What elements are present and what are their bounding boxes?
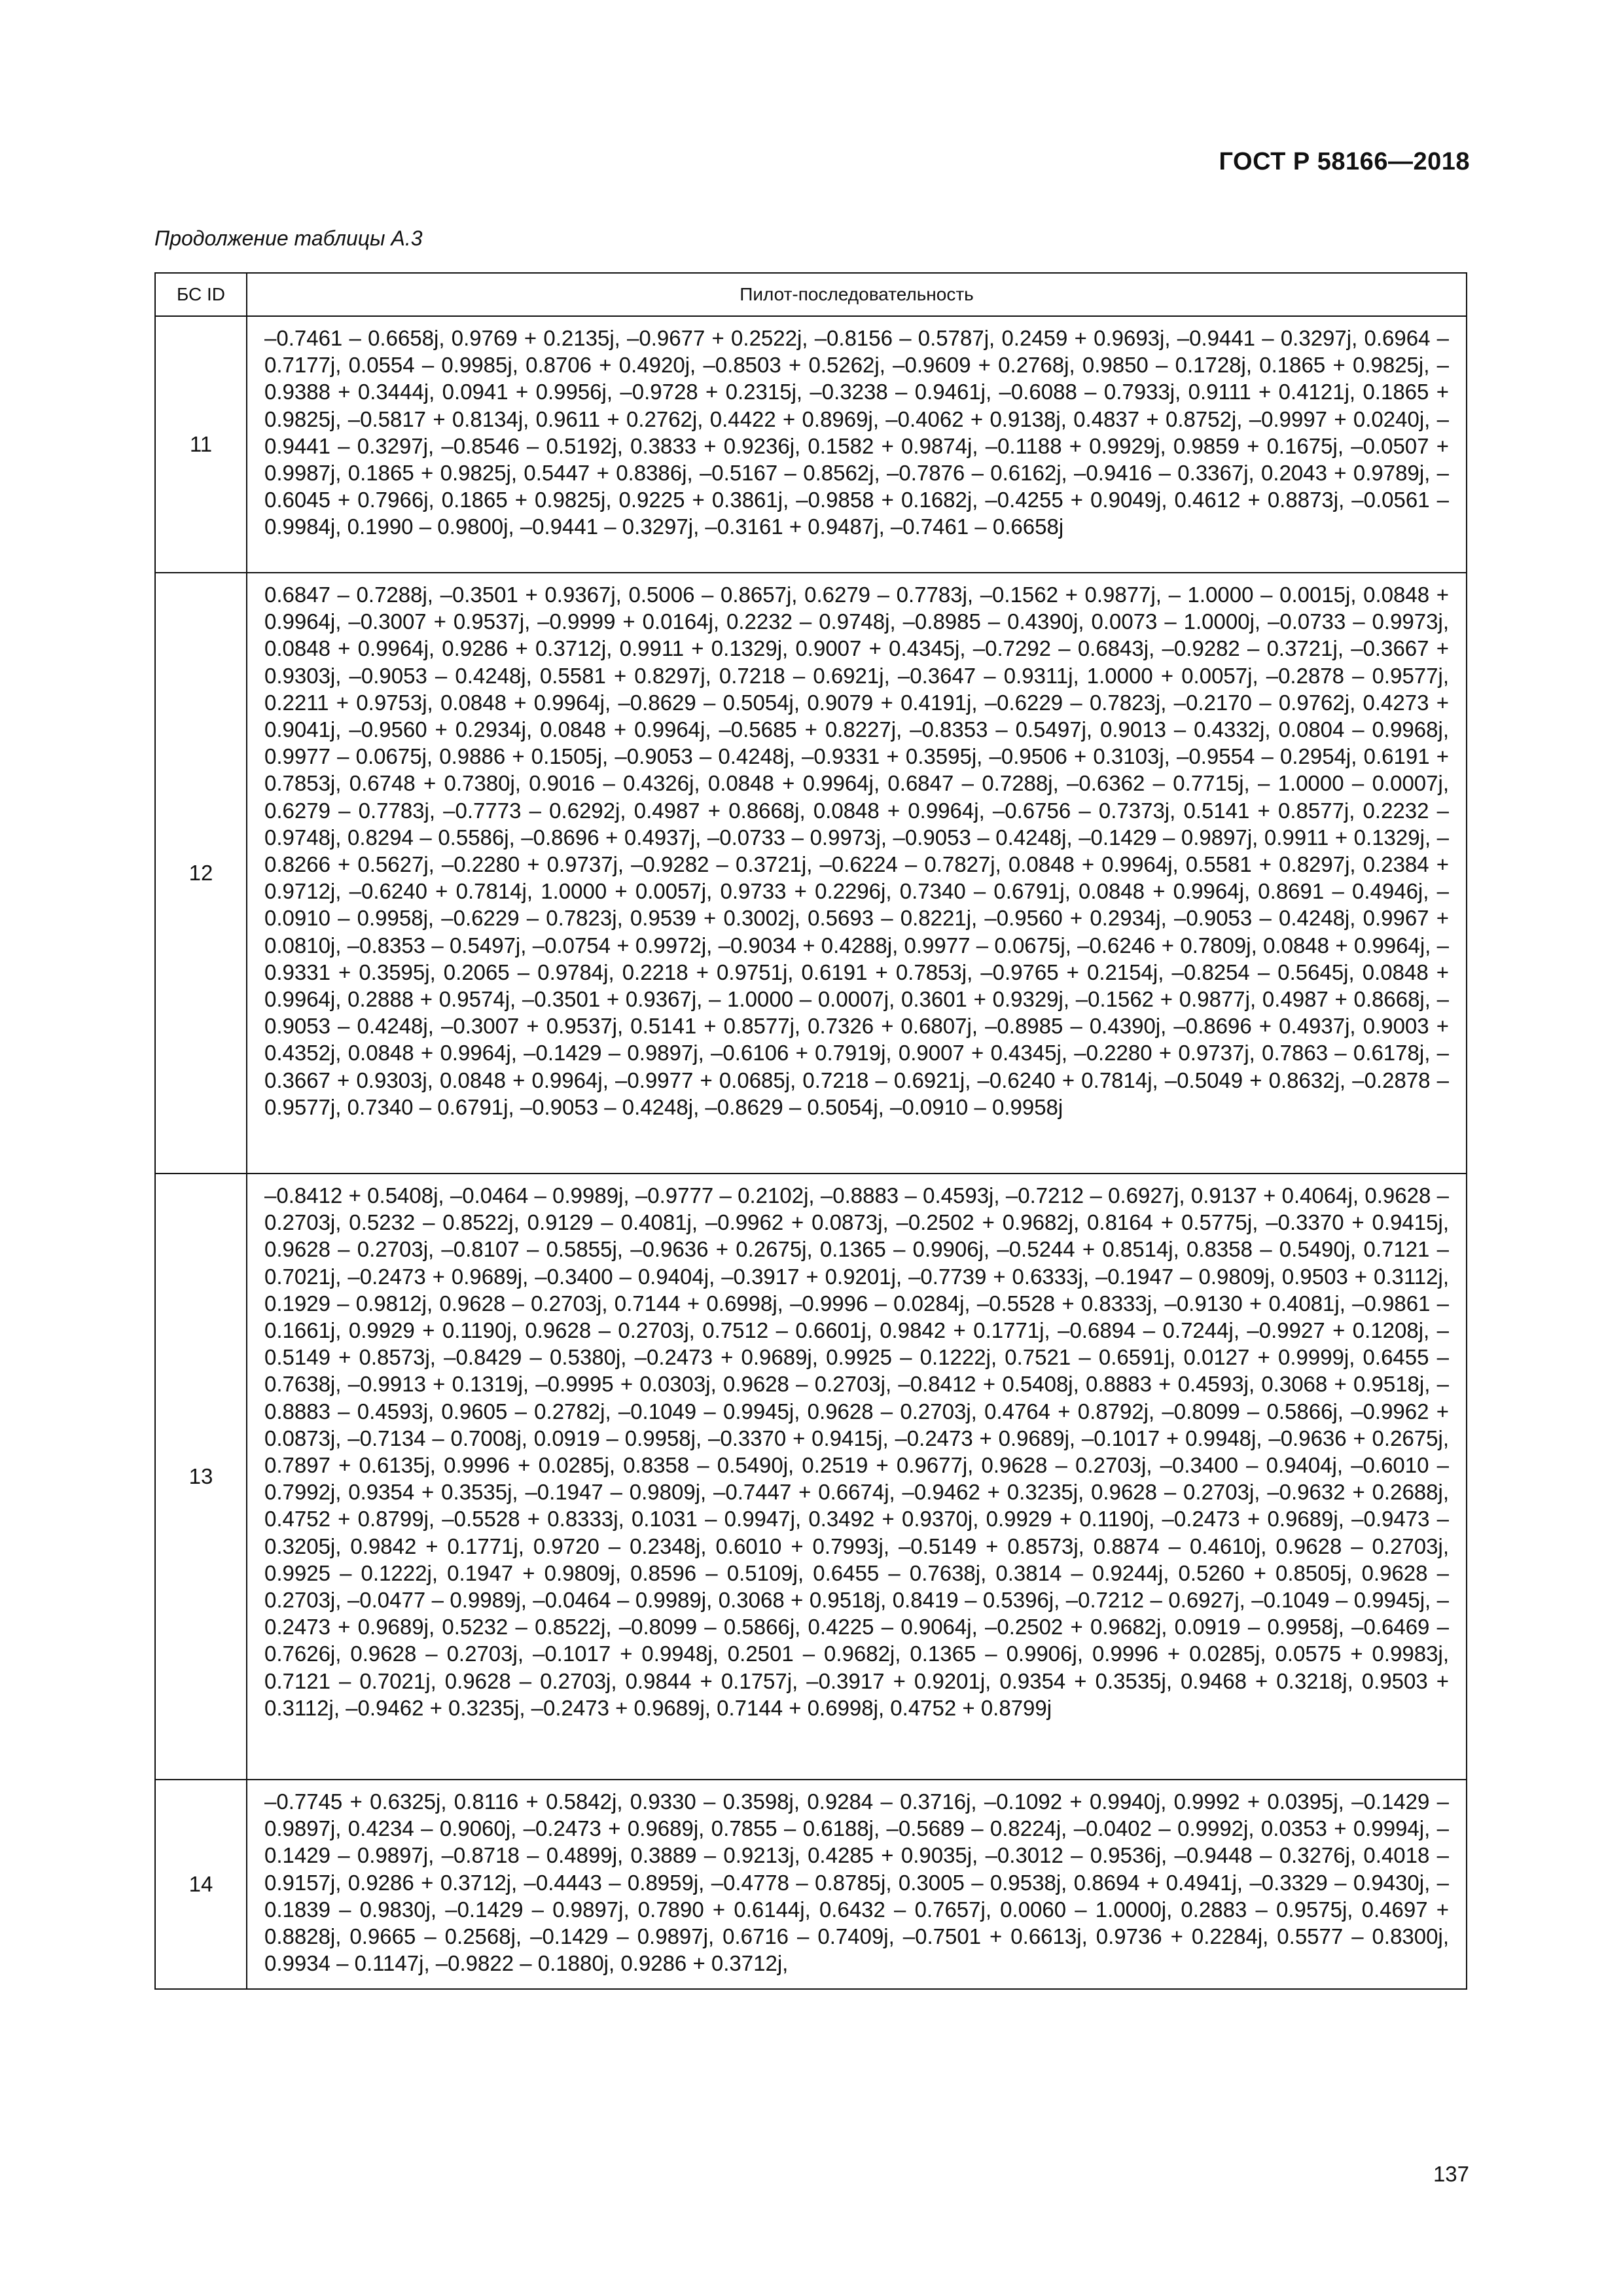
bs-id-cell: 13 (155, 1174, 247, 1780)
table-row (155, 1174, 1467, 1780)
table-row (155, 573, 1467, 1174)
bs-id-cell: 12 (155, 573, 247, 1174)
standard-number: ГОСТ Р 58166—2018 (1219, 148, 1470, 175)
pilot-sequence-cell: 0.6847 – 0.7288j, –0.3501 + 0.9367j, 0.5006 – 0.8657j, 0.6279 – 0.7783j, –0.1562 + 0.9877j, – 1.0000 – 0.0015j, 0.0848 + 0.9964j, –0.3007 + 0.9537j, –0.9999 + 0.0164j, 0.2232 – 0.9748j, –0.8985 – 0.4390j, 0.0073 – 1.0000j, –0.0733 – 0.9973j, 0.0848 + 0.9964j, 0.9286 + 0.3712j, 0.9911 + 0.1329j, 0.9007 + 0.4345j, –0.7292 – 0.6843j, –0.9282 – 0.3721j, –0.3667 + 0.9303j, –0.9053 – 0.4248j, 0.5581 + 0.8297j, 0.7218 – 0.6921j, –0.3647 – 0.9311j, 1.0000 + 0.0057j, –0.2878 – 0.9577j, 0.2211 + 0.9753j, 0.0848 + 0.9964j, –0.8629 – 0.5054j, 0.9079 + 0.4191j, –0.6229 – 0.7823j, –0.2170 – 0.9762j, 0.4273 + 0.9041j, –0.9560 + 0.2934j, 0.0848 + 0.9964j, –0.5685 + 0.8227j, –0.8353 – 0.5497j, 0.9013 – 0.4332j, 0.0804 – 0.9968j, 0.9977 – 0.0675j, 0.9886 + 0.1505j, –0.9053 – 0.4248j, –0.9331 + 0.3595j, –0.9506 + 0.3103j, –0.9554 – 0.2954j, 0.6191 + 0.7853j, 0.6748 + 0.7380j, 0.9016 – 0.4326j, 0.0848 + 0.9964j, 0.6847 – 0.7288j, –0.6362 – 0.7715j, – 1.0000 – 0.0007j, 0.6279 – 0.7783j, –0.7773 – 0.6292j, 0.4987 + 0.8668j, 0.0848 + 0.9964j, –0.6756 – 0.7373j, 0.5141 + 0.8577j, 0.2232 – 0.9748j, 0.8294 – 0.5586j, –0.8696 + 0.4937j, –0.0733 – 0.9973j, –0.9053 – 0.4248j, –0.1429 – 0.9897j, 0.9911 + 0.1329j, –0.8266 + 0.5627j, –0.2280 + 0.9737j, –0.9282 – 0.3721j, –0.6224 – 0.7827j, 0.0848 + 0.9964j, 0.5581 + 0.8297j, 0.2384 + 0.9712j, –0.6240 + 0.7814j, 1.0000 + 0.0057j, 0.9733 + 0.2296j, 0.7340 – 0.6791j, 0.0848 + 0.9964j, 0.8691 – 0.4946j, –0.0910 – 0.9958j, –0.6229 – 0.7823j, 0.9539 + 0.3002j, 0.5693 – 0.8221j, –0.9560 + 0.2934j, –0.9053 – 0.4248j, 0.9967 + 0.0810j, –0.8353 – 0.5497j, –0.0754 + 0.9972j, –0.9034 + 0.4288j, 0.9977 – 0.0675j, –0.6246 + 0.7809j, 0.0848 + 0.9964j, –0.9331 + 0.3595j, 0.2065 – 0.9784j, 0.2218 + 0.9751j, 0.6191 + 0.7853j, –0.9765 + 0.2154j, –0.8254 – 0.5645j, 0.0848 + 0.9964j, 0.2888 + 0.9574j, –0.3501 + 0.9367j, – 1.0000 – 0.0007j, 0.3601 + 0.9329j, –0.1562 + 0.9877j, 0.4987 + 0.8668j, –0.9053 – 0.4248j, –0.3007 + 0.9537j, 0.5141 + 0.8577j, 0.7326 + 0.6807j, –0.8985 – 0.4390j, –0.8696 + 0.4937j, 0.9003 + 0.4352j, 0.0848 + 0.9964j, –0.1429 – 0.9897j, –0.6106 + 0.7919j, 0.9007 + 0.4345j, –0.2280 + 0.9737j, 0.7863 – 0.6178j, –0.3667 + 0.9303j, 0.0848 + 0.9964j, –0.9977 + 0.0685j, 0.7218 – 0.6921j, –0.6240 + 0.7814j, –0.5049 + 0.8632j, –0.2878 – 0.9577j, 0.7340 – 0.6791j, –0.9053 – 0.4248j, –0.8629 – 0.5054j, –0.0910 – 0.9958j (247, 573, 1467, 1174)
table-row (155, 1780, 1467, 1989)
column-header-bs-id: БС ID (155, 273, 247, 316)
table-caption: Продолжение таблицы А.3 (154, 226, 423, 250)
pilot-sequence-cell: –0.7461 – 0.6658j, 0.9769 + 0.2135j, –0.9677 + 0.2522j, –0.8156 – 0.5787j, 0.2459 + 0.9693j, –0.9441 – 0.3297j, 0.6964 – 0.7177j, 0.0554 – 0.9985j, 0.8706 + 0.4920j, –0.8503 + 0.5262j, –0.9609 + 0.2768j, 0.9850 – 0.1728j, 0.1865 + 0.9825j, –0.9388 + 0.3444j, 0.0941 + 0.9956j, –0.9728 + 0.2315j, –0.3238 – 0.9461j, –0.6088 – 0.7933j, 0.9111 + 0.4121j, 0.1865 + 0.9825j, –0.5817 + 0.8134j, 0.9611 + 0.2762j, 0.4422 + 0.8969j, –0.4062 + 0.9138j, 0.4837 + 0.8752j, –0.9997 + 0.0240j, –0.9441 – 0.3297j, –0.8546 – 0.5192j, 0.3833 + 0.9236j, 0.1582 + 0.9874j, –0.1188 + 0.9929j, 0.9859 + 0.1675j, –0.0507 + 0.9987j, 0.1865 + 0.9825j, 0.5447 + 0.8386j, –0.5167 – 0.8562j, –0.7876 – 0.6162j, –0.9416 – 0.3367j, 0.2043 + 0.9789j, –0.6045 + 0.7966j, 0.1865 + 0.9825j, 0.9225 + 0.3861j, –0.9858 + 0.1682j, –0.4255 + 0.9049j, 0.4612 + 0.8873j, –0.0561 – 0.9984j, 0.1990 – 0.9800j, –0.9441 – 0.3297j, –0.3161 + 0.9487j, –0.7461 – 0.6658j (247, 316, 1467, 573)
bs-id-cell: 14 (155, 1780, 247, 1989)
pilot-sequence-table (154, 272, 1467, 1990)
column-header-pilot-sequence: Пилот-последовательность (247, 273, 1467, 316)
bs-id-cell: 11 (155, 316, 247, 573)
pilot-sequence-cell: –0.8412 + 0.5408j, –0.0464 – 0.9989j, –0.9777 – 0.2102j, –0.8883 – 0.4593j, –0.7212 – 0.6927j, 0.9137 + 0.4064j, 0.9628 – 0.2703j, 0.5232 – 0.8522j, 0.9129 – 0.4081j, –0.9962 + 0.0873j, –0.2502 + 0.9682j, 0.8164 + 0.5775j, –0.3370 + 0.9415j, 0.9628 – 0.2703j, –0.8107 – 0.5855j, –0.9636 + 0.2675j, 0.1365 – 0.9906j, –0.5244 + 0.8514j, 0.8358 – 0.5490j, 0.7121 – 0.7021j, –0.2473 + 0.9689j, –0.3400 – 0.9404j, –0.3917 + 0.9201j, –0.7739 + 0.6333j, –0.1947 – 0.9809j, 0.9503 + 0.3112j, 0.1929 – 0.9812j, 0.9628 – 0.2703j, 0.7144 + 0.6998j, –0.9996 – 0.0284j, –0.5528 + 0.8333j, –0.9130 + 0.4081j, –0.9861 – 0.1661j, 0.9929 + 0.1190j, 0.9628 – 0.2703j, 0.7512 – 0.6601j, 0.9842 + 0.1771j, –0.6894 – 0.7244j, –0.9927 + 0.1208j, –0.5149 + 0.8573j, –0.8429 – 0.5380j, –0.2473 + 0.9689j, 0.9925 – 0.1222j, 0.7521 – 0.6591j, 0.0127 + 0.9999j, 0.6455 – 0.7638j, –0.9913 + 0.1319j, –0.9995 + 0.0303j, 0.9628 – 0.2703j, –0.8412 + 0.5408j, 0.8883 + 0.4593j, 0.3068 + 0.9518j, –0.8883 – 0.4593j, 0.9605 – 0.2782j, –0.1049 – 0.9945j, 0.9628 – 0.2703j, 0.4764 + 0.8792j, –0.8099 – 0.5866j, –0.9962 + 0.0873j, –0.7134 – 0.7008j, 0.0919 – 0.9958j, –0.3370 + 0.9415j, –0.2473 + 0.9689j, –0.1017 + 0.9948j, –0.9636 + 0.2675j, 0.7897 + 0.6135j, 0.9996 + 0.0285j, 0.8358 – 0.5490j, 0.2519 + 0.9677j, 0.9628 – 0.2703j, –0.3400 – 0.9404j, –0.6010 – 0.7992j, 0.9354 + 0.3535j, –0.1947 – 0.9809j, –0.7447 + 0.6674j, –0.9462 + 0.3235j, 0.9628 – 0.2703j, –0.9632 + 0.2688j, 0.4752 + 0.8799j, –0.5528 + 0.8333j, 0.1031 – 0.9947j, 0.3492 + 0.9370j, 0.9929 + 0.1190j, –0.2473 + 0.9689j, –0.9473 – 0.3205j, 0.9842 + 0.1771j, 0.9720 – 0.2348j, 0.6010 + 0.7993j, –0.5149 + 0.8573j, 0.8874 – 0.4610j, 0.9628 – 0.2703j, 0.9925 – 0.1222j, 0.1947 + 0.9809j, 0.8596 – 0.5109j, 0.6455 – 0.7638j, 0.3814 – 0.9244j, 0.5260 + 0.8505j, 0.9628 – 0.2703j, –0.0477 – 0.9989j, –0.0464 – 0.9989j, 0.3068 + 0.9518j, 0.8419 – 0.5396j, –0.7212 – 0.6927j, –0.1049 – 0.9945j, –0.2473 + 0.9689j, 0.5232 – 0.8522j, –0.8099 – 0.5866j, 0.4225 – 0.9064j, –0.2502 + 0.9682j, 0.0919 – 0.9958j, –0.6469 – 0.7626j, 0.9628 – 0.2703j, –0.1017 + 0.9948j, 0.2501 – 0.9682j, 0.1365 – 0.9906j, 0.9996 + 0.0285j, 0.0575 + 0.9983j, 0.7121 – 0.7021j, 0.9628 – 0.2703j, 0.9844 + 0.1757j, –0.3917 + 0.9201j, 0.9354 + 0.3535j, 0.9468 + 0.3218j, 0.9503 + 0.3112j, –0.9462 + 0.3235j, –0.2473 + 0.9689j, 0.7144 + 0.6998j, 0.4752 + 0.8799j (247, 1174, 1467, 1780)
table-row (155, 316, 1467, 573)
table-header-row (155, 273, 1467, 316)
page-number: 137 (1433, 2162, 1469, 2186)
pilot-sequence-cell: –0.7745 + 0.6325j, 0.8116 + 0.5842j, 0.9330 – 0.3598j, 0.9284 – 0.3716j, –0.1092 + 0.9940j, 0.9992 + 0.0395j, –0.1429 – 0.9897j, 0.4234 – 0.9060j, –0.2473 + 0.9689j, 0.7855 – 0.6188j, –0.5689 – 0.8224j, –0.0402 – 0.9992j, 0.0353 + 0.9994j, –0.1429 – 0.9897j, –0.8718 – 0.4899j, 0.3889 – 0.9213j, 0.4285 + 0.9035j, –0.3012 – 0.9536j, –0.9448 – 0.3276j, 0.4018 – 0.9157j, 0.9286 + 0.3712j, –0.4443 – 0.8959j, –0.4778 – 0.8785j, 0.3005 – 0.9538j, 0.8694 + 0.4941j, –0.3329 – 0.9430j, –0.1839 – 0.9830j, –0.1429 – 0.9897j, 0.7890 + 0.6144j, 0.6432 – 0.7657j, 0.0060 – 1.0000j, 0.2883 – 0.9575j, 0.4697 + 0.8828j, 0.9665 – 0.2568j, –0.1429 – 0.9897j, 0.6716 – 0.7409j, –0.7501 + 0.6613j, 0.9736 + 0.2284j, 0.5577 – 0.8300j, 0.9934 – 0.1147j, –0.9822 – 0.1880j, 0.9286 + 0.3712j, (247, 1780, 1467, 1989)
